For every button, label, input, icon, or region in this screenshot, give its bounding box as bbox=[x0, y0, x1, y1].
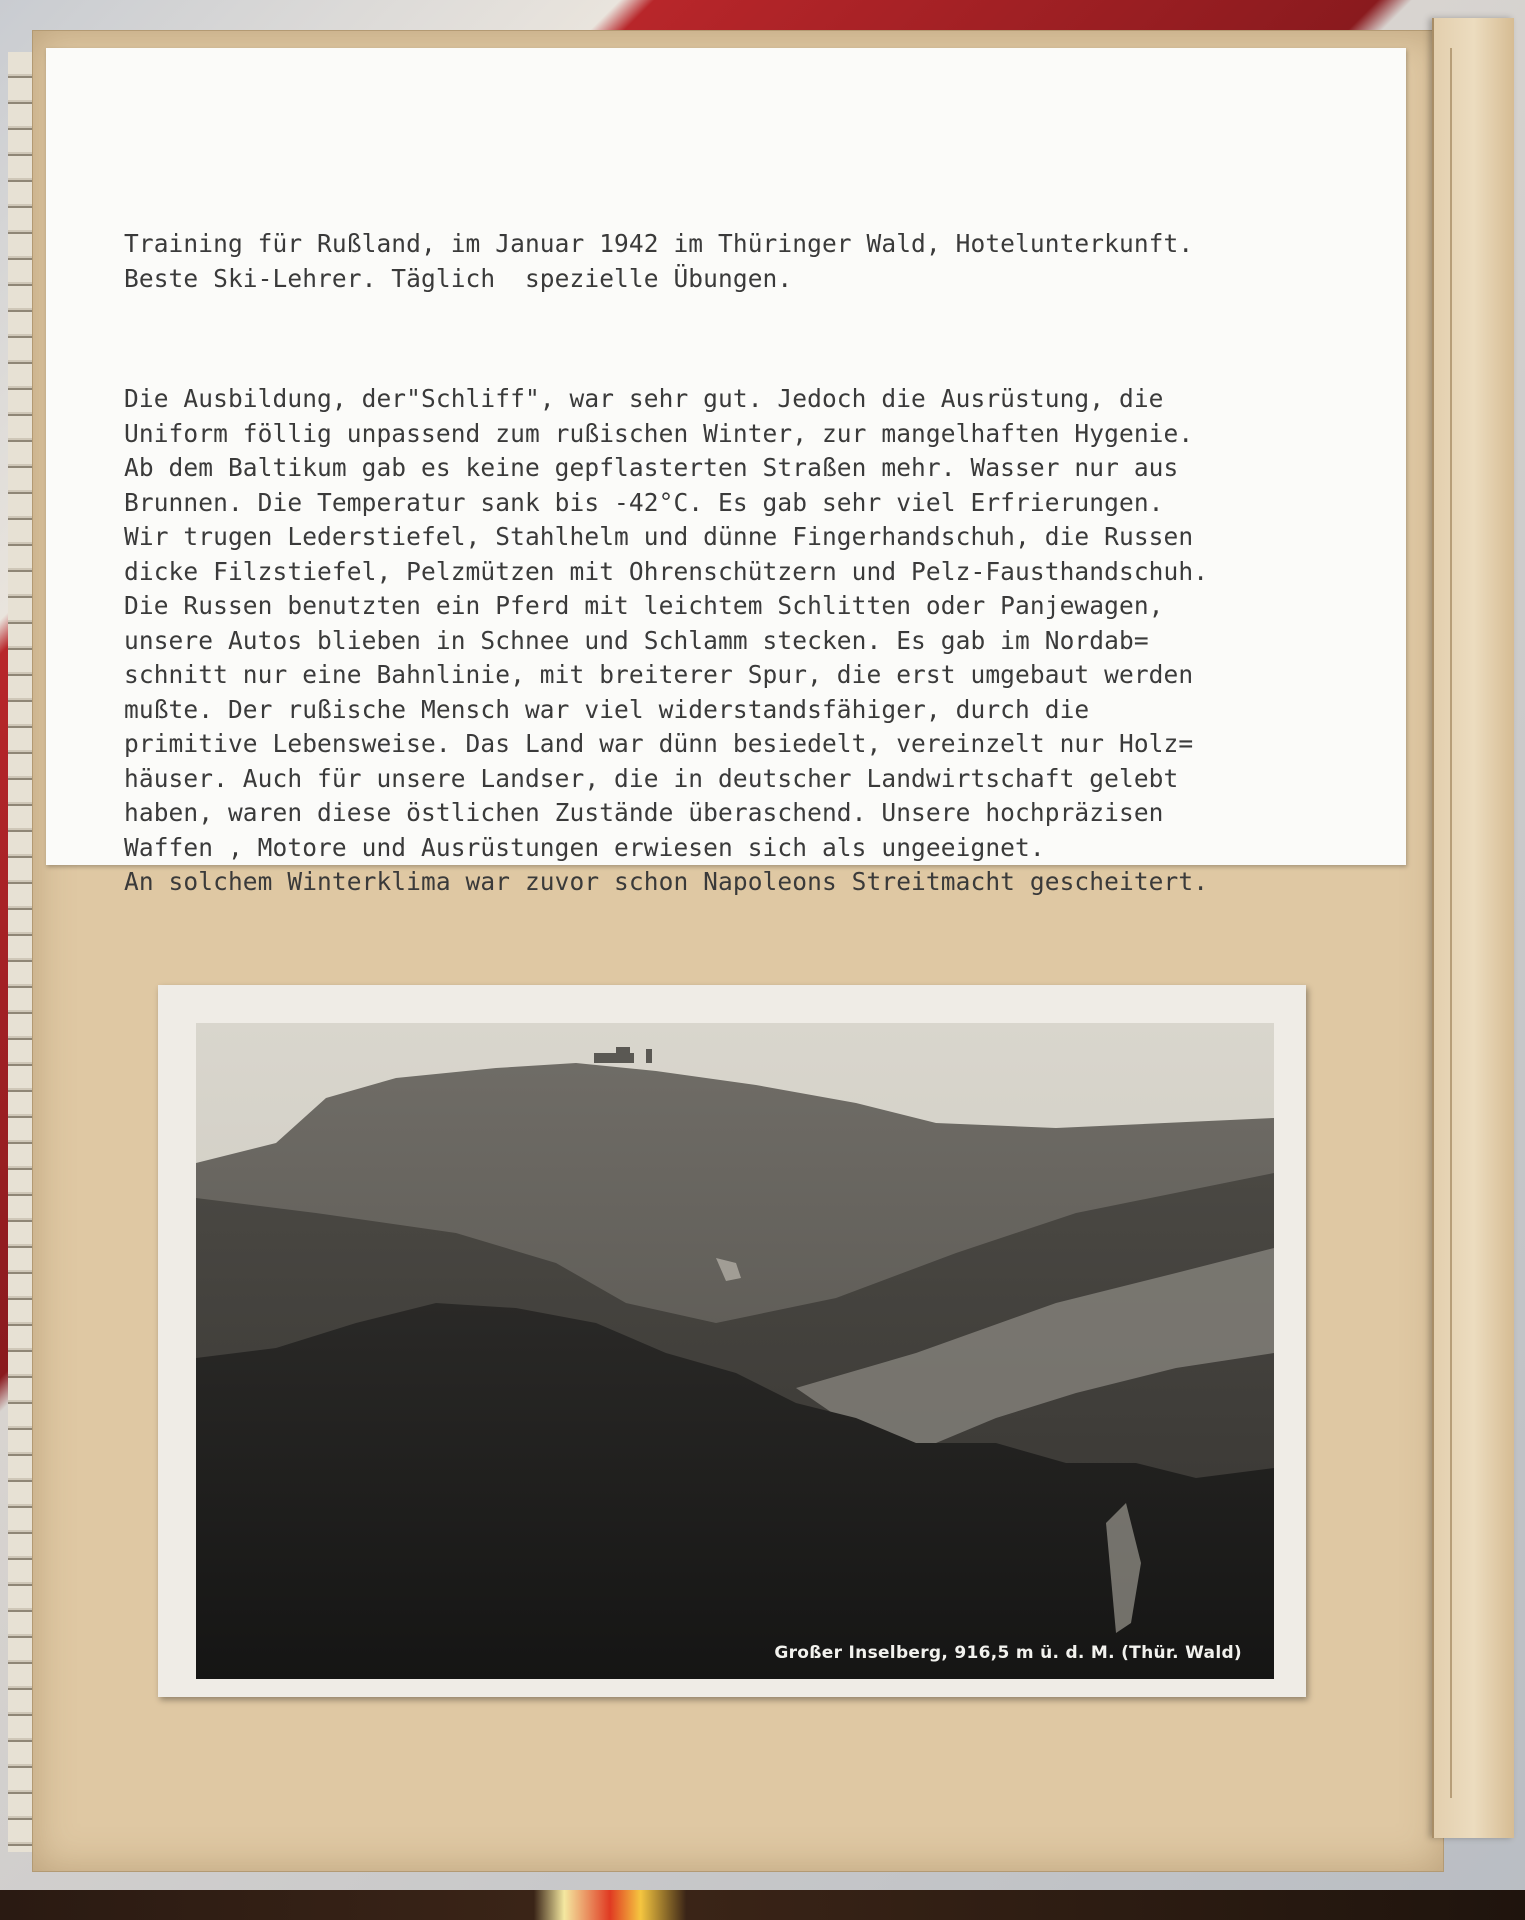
mountain-landscape-image bbox=[196, 1023, 1274, 1679]
typed-note-sheet bbox=[46, 48, 1406, 896]
note-paragraph-main: Die Ausbildung, der"Schliff", war sehr gut. Jedoch die Ausrüstung, die Uniform föllig unpassend zum rußischen Winter, zur mangelhaften Hygenie. Ab dem Baltikum gab es keine gepflasterten Straßen mehr. Wasser nur aus Brunnen. Die Temperatur sank bis -42°C. Es gab sehr viel Erfrierungen. Wir trugen Lederstiefel, Stahlhelm und dünne Fingerhandschuh, die Russen dicke Filzstiefel, Pelzmützen mit Ohrenschützern und Pelz-Fausthandschuh. Die Russen benutzten ein Pferd mit leichtem Schlitten oder Panjewagen, unsere Autos blieben in Schnee und Schlamm stecken. Es gab im Nordab= schnitt nur eine Bahnlinie, mit breiterer Spur, die erst umgebaut werden mußte. Der rußische Mensch war viel widerstandsfähiger, durch die primitive Lebensweise. Das Land war dünn besiedelt, vereinzelt nur Holz= häuser. Auch für unsere Landser, die in deutscher Landwirtschaft gelebt haben, waren diese östlichen Zustände überaschend. Unsere hochpräzisen Waffen , Motore und Ausrüstungen erwiesen sich als ungeeignet. An solchem Winterklima war zuvor schon Napoleons Streitmacht gescheitert. bbox=[124, 384, 1209, 896]
page-edge-card bbox=[1432, 18, 1514, 1838]
card-fold-line bbox=[1450, 48, 1452, 1798]
note-paragraph-intro: Training für Rußland, im Januar 1942 im Thüringer Wald, Hotelunterkunft. Beste Ski-Lehrer. Täglich spezielle Übungen. bbox=[124, 229, 1194, 293]
postcard-caption: Großer Inselberg, 916,5 m ü. d. M. (Thür. Wald) bbox=[774, 1643, 1242, 1663]
typed-note bbox=[124, 158, 1374, 969]
postcard bbox=[158, 985, 1306, 1697]
album-bottom-edge bbox=[0, 1890, 1525, 1920]
postcard-photo bbox=[196, 1023, 1274, 1679]
